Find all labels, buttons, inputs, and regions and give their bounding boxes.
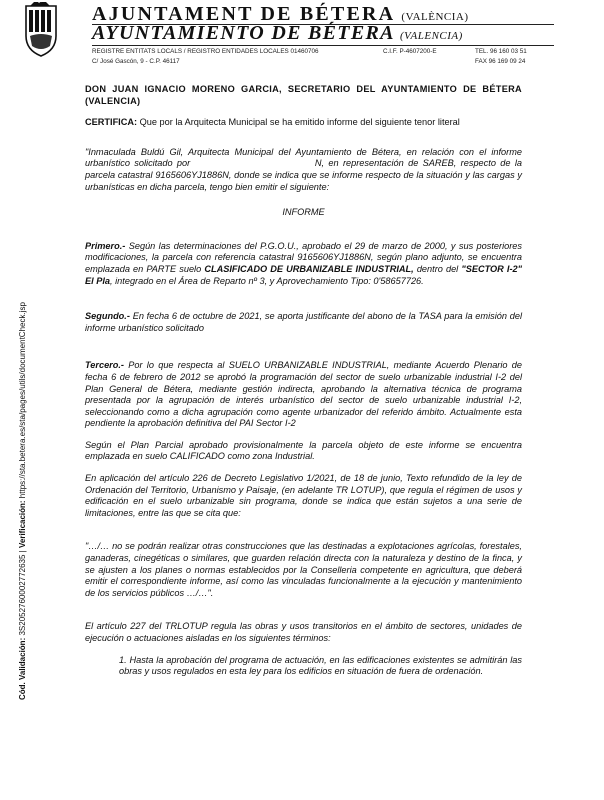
primero-label: Primero.-: [85, 240, 126, 251]
address: C/ José Gascón, 9 - C.P. 46117: [92, 58, 180, 65]
plan-parcial-paragraph: Según el Plan Parcial aprobado provisionalmente la parcela objeto de este informe se encuentra emplazada en suelo CALIFICADO como zona Industrial.: [85, 439, 522, 462]
title-spanish: AYUNTAMIENTO DE BÉTERA (VALENCIA): [92, 22, 463, 44]
segundo-label: Segundo.-: [85, 311, 130, 322]
header-rule-2: [92, 45, 554, 46]
tercero-label: Tercero.-: [85, 360, 124, 371]
segundo-paragraph: Segundo.- En fecha 6 de octubre de 2021, se aporta justificante del abono de la TASA para la emisión del informe urbanístico solicitado: [85, 311, 522, 333]
telephone: TEL. 96 160 03 51: [475, 48, 527, 55]
intro-paragraph: "Inmaculada Buldú Gil, Arquitecta Municipal del Ayuntamiento de Bétera, en relación con el informe urbanístico solicitado por N, en representación de SAREB, respecto de la parcela catastral 9165606YJ1886N, donde se indica que se informe respecto de la situación y las cargas y urbanísticas en dicha parcela, tengo bien emitir el siguiente:: [85, 146, 522, 192]
coat-of-arms-icon: [20, 2, 62, 58]
letterhead: [0, 0, 604, 72]
aplicacion-paragraph: En aplicación del artículo 226 de Decreto Legislativo 1/2021, de 18 de junio, Texto refundido de la ley de Ordenación del Territorio, Urbanismo y Paisaje, (en adelante TR LOTUP), que regula el régimen de usos y edificación en el suelo urbanizable sin programa, donde se indica que están sujetos a una serie de limitaciones, entre las que se cita que:: [85, 473, 522, 518]
cif-number: C.I.F. P-4607200-E: [383, 48, 437, 55]
registry-number: REGISTRE ENTITATS LOCALS / REGISTRO ENTIDADES LOCALES 01460706: [92, 48, 319, 55]
validation-label: Cód. Validación:: [18, 637, 27, 700]
art227-paragraph: El artículo 227 del TRLOTUP regula las obras y usos transitorios en el ámbito de sectores, unidades de ejecución o actuaciones aisladas en los siguientes términos:: [85, 621, 522, 643]
document-body: [85, 84, 522, 678]
validation-code: 3S2052760002772635: [18, 554, 27, 636]
primero-paragraph: Primero.- Según las determinaciones del P.G.O.U., aprobado el 29 de marzo de 2000, y sus posteriores modificaciones, la parcela con referencia catastral 9165606YJ1886N, según plano adjunto, se encuentra emplazada en PARTE suelo CLASIFICADO DE URBANIZABLE INDUSTRIAL, dentro del "SECTOR I-2" El Pla, integrado en el Área de Reparto nº 3, y Aprovechamiento Tipo: 0'58657726.: [85, 240, 522, 286]
secretary-heading: DON JUAN IGNACIO MORENO GARCIA, SECRETARIO DEL AYUNTAMIENTO DE BÉTERA (VALENCIA): [85, 84, 522, 106]
certifica-label: CERTIFICA:: [85, 117, 138, 128]
tercero-paragraph: Tercero.- Por lo que respecta al SUELO URBANIZABLE INDUSTRIAL, mediante Acuerdo Plenario de fecha 6 de febrero de 2012 se aprobó la programación del sector de suelo urbanizable industrial I-2 del Plan General de Bétera, mediante gestión indirecta, aprobando la alternativa técnica de programa presentada por la agrupación de interés urbanístico del sector de suelo urbanizable industrial I-2, seleccionando como a dicha agrupación como agente urbanizador del referido ámbito. Actualmente esta pendiente la aprobación definitiva del PAI Sector I-2: [85, 360, 522, 429]
verification-label: Verificación:: [18, 500, 27, 548]
list-item-1: 1. Hasta la aprobación del programa de actuación, en las edificaciones existentes se admitirán las obras y usos regulados en esta ley para los edificios en situación de fuera de ordenación.: [119, 654, 522, 677]
redacted-name: [195, 159, 311, 168]
legal-quote: "…/… no se podrán realizar otras construcciones que las destinadas a explotaciones agrícolas, forestales, ganaderas, cinegéticas o similares, que guarden relación directa con la naturaleza y destino de la finca, y se ajusten a los planes o normas establecidos por la Conselleria competente en agricultura, que deberá emitir el correspondiente informe, así como las vinculadas funcionalmente a la ejecución y mantenimiento de los servicios públicos …/…".: [85, 541, 522, 598]
informe-title: INFORME: [282, 207, 325, 218]
title-valencian: AJUNTAMENT DE BÉTERA (VALÈNCIA): [92, 3, 469, 25]
certifica-paragraph: CERTIFICA: Que por la Arquitecta Municipal se ha emitido informe del siguiente tenor literal: [85, 117, 460, 128]
validation-strip: Cód. Validación: 3S2052760002772635 | Verificación: https://sta.betera.es/sta/pages/utils/documentCheck.jsp: [18, 302, 27, 700]
fax: FAX 96 169 09 24: [475, 58, 526, 65]
verification-link[interactable]: https://sta.betera.es/sta/pages/utils/documentCheck.jsp: [18, 302, 27, 499]
